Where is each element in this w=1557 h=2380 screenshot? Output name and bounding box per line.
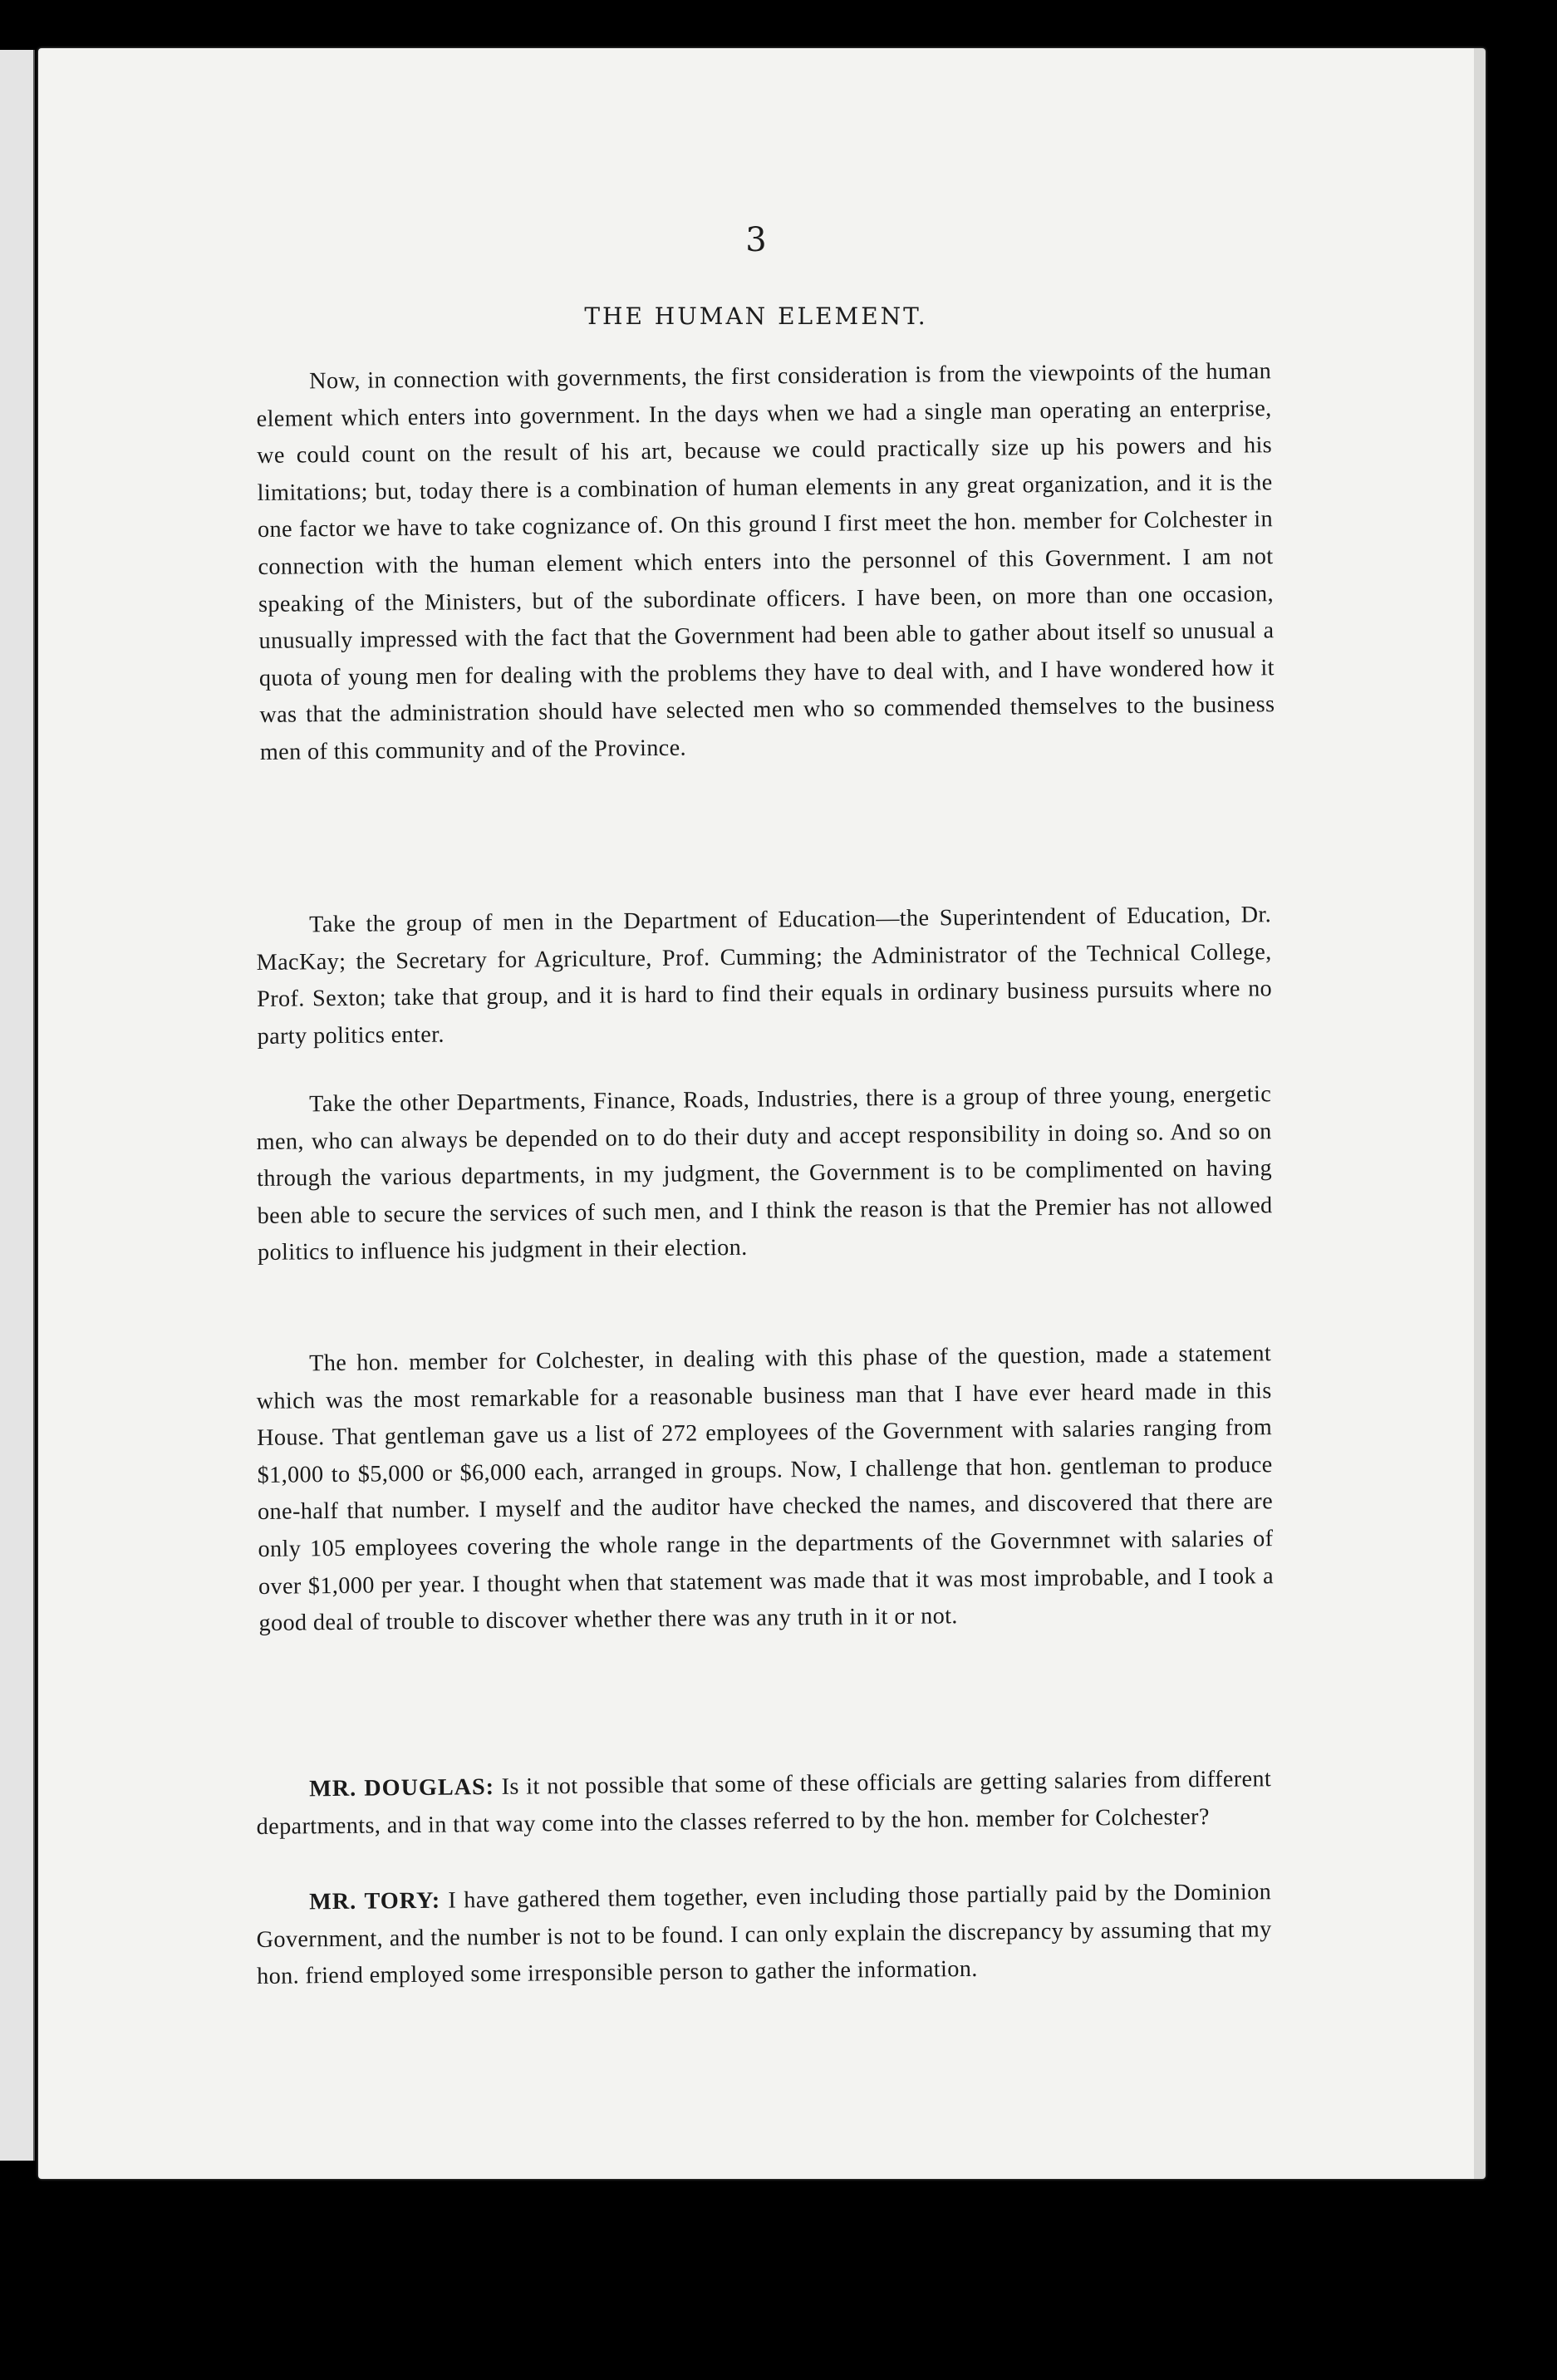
page-number: 3 (745, 221, 767, 259)
speech-text: I have gathered them together, even including those partially paid by the Dominion Government, and the number is not to be found. I can only explain the discrepancy by assuming that my hon. friend employed some irresponsible person to gather the information. (256, 1879, 1272, 1990)
exchange-tory (256, 1874, 1272, 1996)
paragraph-text: Take the other Departments, Finance, Roads, Industries, there is a group of three young, energetic men, who can always be depended on to do their duty and accept responsibility in doing so. And so on through the various departments, in my judgment, the Government is to be complimented on having been able to secure the services of such men, and I think the reason is that the Premier has not allowed politics to influence his judgment in their election. (256, 1081, 1273, 1266)
speaker-name: MR. DOUGLAS: (309, 1773, 495, 1802)
paragraph-colchester-statement (256, 1335, 1275, 1643)
paragraph-text: Take the group of men in the Department of Education—the Superintendent of Education, Dr. MacKay; the Secretary for Agriculture, Prof. Cumming; the Administrator of the Technical College, Prof. Sexton; take that group, and it is hard to find their equals in ordinary business pursuits where no party politics enter. (256, 902, 1273, 1050)
speech-text: Is it not possible that some of these officials are getting salaries from different departments, and in that way come into the classes referred to by the hon. member for Colchester? (256, 1766, 1272, 1840)
exchange-paragraph (256, 1874, 1272, 1996)
exchange-paragraph (256, 1761, 1272, 1846)
document-page (38, 48, 1486, 2179)
section-heading: THE HUMAN ELEMENT. (584, 302, 928, 330)
exchange-douglas (256, 1761, 1272, 1846)
paragraph-human-element (256, 353, 1275, 771)
paragraph-department-education (256, 897, 1273, 1055)
speaker-name: MR. TORY: (309, 1887, 441, 1915)
adjacent-page-edge (0, 50, 35, 2161)
paragraph-other-departments (256, 1076, 1273, 1272)
paragraph-text: The hon. member for Colchester, in dealing with this phase of the question, made a statement which was the most remarkable for a reasonable business man that I have ever heard made in this House. That gentleman gave us a list of 272 employees of the Government with salaries ranging from $1,000 to $5,000 or $6,000 each, arranged in groups. Now, I challenge that hon. gentleman to produce one-half that number. I myself and the auditor have checked the names, and discovered that there are only 105 employees covering the whole range in the departments of the Governmnet with salaries of over $1,000 per year. I thought when that statement was made that it was most improbable, and I took a good deal of trouble to discover whether there was any truth in it or not. (256, 1340, 1275, 1637)
paragraph-text: Now, in connection with governments, the first consideration is from the viewpoints of the human element which enters into government. In the days when we had a single man operating an enterprise, we could count on the result of his art, because we could practically size up his powers and his limitations; but, today there is a combination of human elements in any great organization, and it is the one factor we have to take cognizance of. On this ground I first meet the hon. member for Colchester in connection with the human element which enters into the personnel of this Government. I am not speaking of the Ministers, but of the subordinate officers. I have been, on more than one occasion, unusually impressed with the fact that the Government had been able to gather about itself so unusual a quota of young men for dealing with the problems they have to deal with, and I have wondered how it was that the administration should have selected men who so commended themselves to the business men of this community and of the Province. (256, 358, 1275, 765)
